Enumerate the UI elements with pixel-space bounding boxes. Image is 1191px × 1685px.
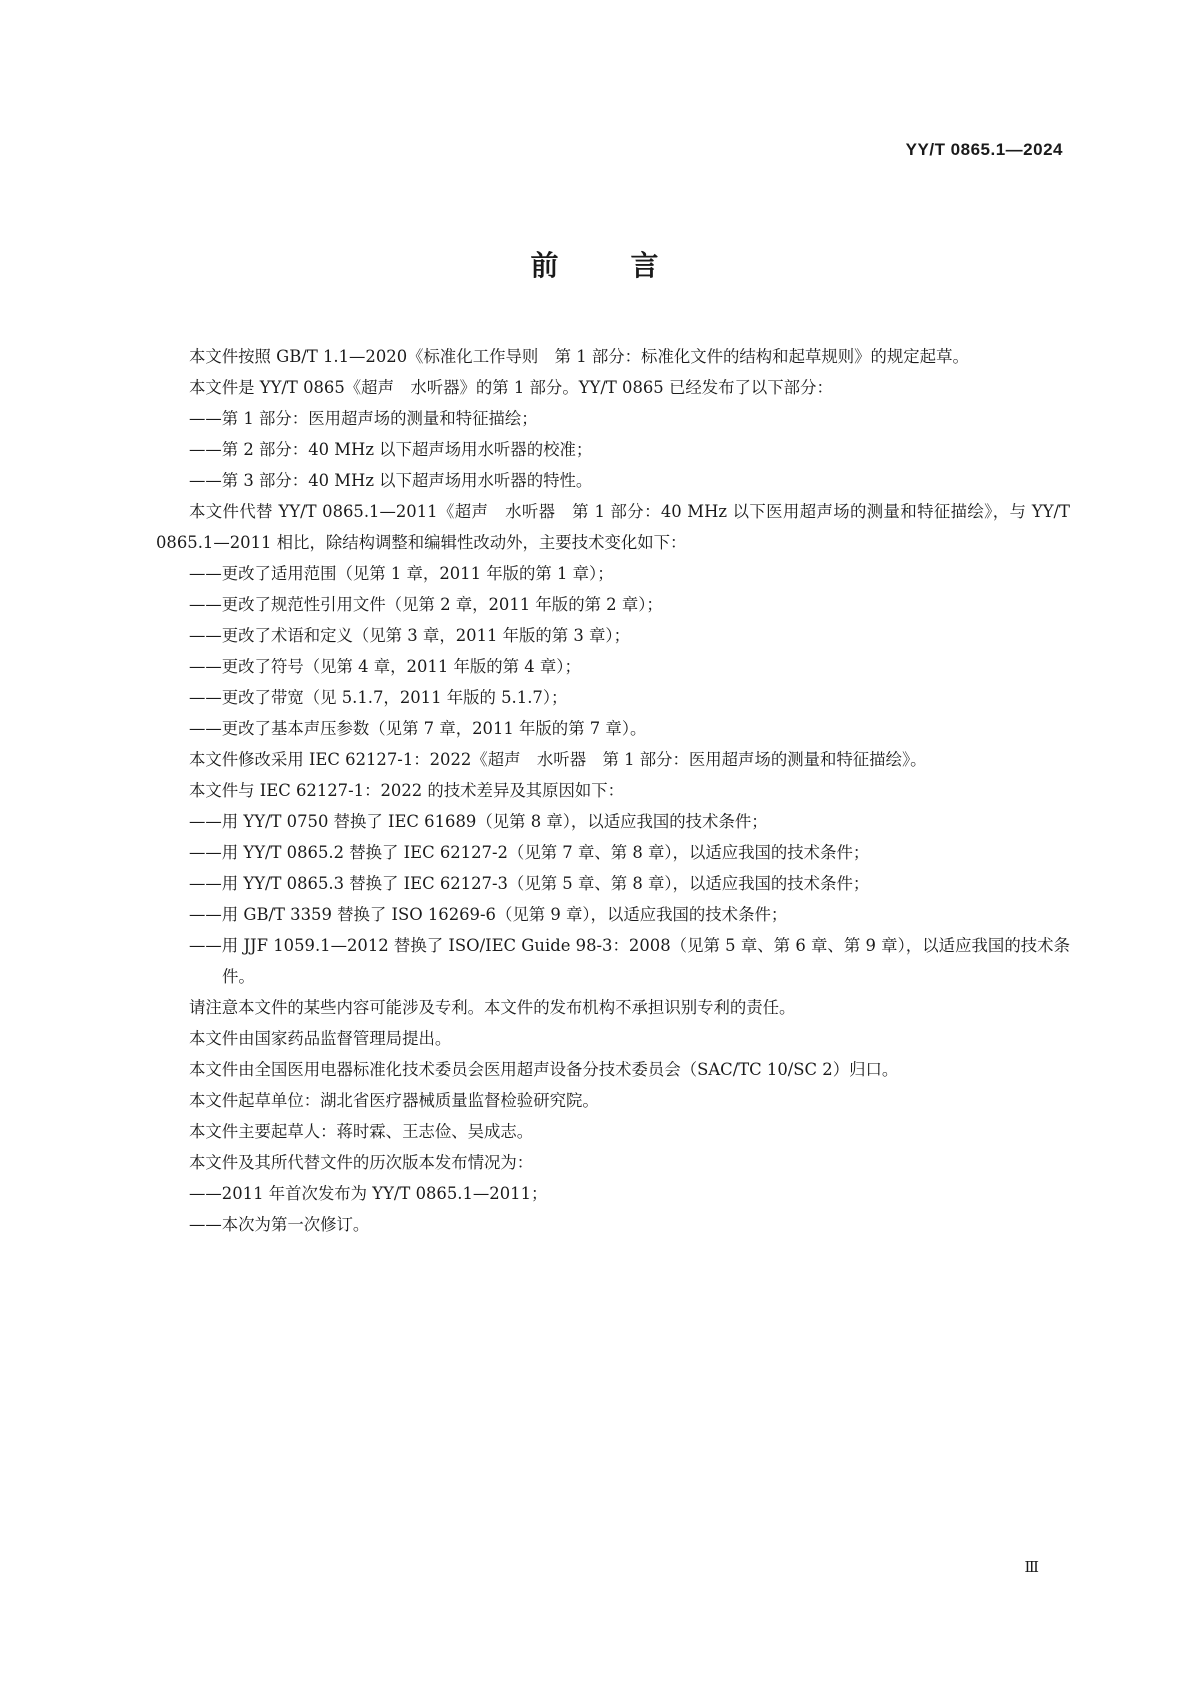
list-item: ——2011 年首次发布为 YY/T 0865.1—2011； xyxy=(189,1184,548,1203)
list-item: ——用 GB/T 3359 替换了 ISO 16269-6（见第 9 章），以适应我国的技术条件； xyxy=(189,905,788,924)
list-item: ——用 YY/T 0865.3 替换了 IEC 62127-3（见第 5 章、第 8 章），以适应我国的技术条件； xyxy=(189,874,870,893)
list-item: ——更改了基本声压参数（见第 7 章，2011 年版的第 7 章）。 xyxy=(189,719,647,738)
list-item: ——更改了术语和定义（见第 3 章，2011 年版的第 3 章）； xyxy=(189,626,631,645)
paragraph: 本文件起草单位：湖北省医疗器械质量监督检验研究院。 xyxy=(189,1091,599,1110)
list-item: ——第 2 部分：40 MHz 以下超声场用水听器的校准； xyxy=(189,440,593,459)
list-item: ——更改了符号（见第 4 章，2011 年版的第 4 章）； xyxy=(189,657,581,676)
list-item: ——更改了带宽（见 5.1.7，2011 年版的 5.1.7）； xyxy=(189,688,568,707)
foreword-body xyxy=(156,341,1070,1240)
list-item: ——第 3 部分：40 MHz 以下超声场用水听器的特性。 xyxy=(189,471,593,490)
paragraph: 本文件是 YY/T 0865《超声 水听器》的第 1 部分。YY/T 0865 已经发布了以下部分： xyxy=(189,378,833,397)
paragraph: 请注意本文件的某些内容可能涉及专利。本文件的发布机构不承担识别专利的责任。 xyxy=(189,998,796,1017)
list-item: ——更改了规范性引用文件（见第 2 章，2011 年版的第 2 章）； xyxy=(189,595,663,614)
paragraph: 本文件由全国医用电器标准化技术委员会医用超声设备分技术委员会（SAC/TC 10/SC 2）归口。 xyxy=(189,1060,899,1079)
list-item: ——更改了适用范围（见第 1 章，2011 年版的第 1 章）； xyxy=(189,564,614,583)
list-item: ——用 JJF 1059.1—2012 替换了 ISO/IEC Guide 98-3：2008（见第 5 章、第 6 章、第 9 章），以适应我国的技术条件。 xyxy=(189,936,1070,986)
document-code: YY/T 0865.1—2024 xyxy=(905,140,1063,159)
paragraph: 本文件及其所代替文件的历次版本发布情况为： xyxy=(189,1153,534,1172)
list-item: ——用 YY/T 0750 替换了 IEC 61689（见第 8 章），以适应我国的技术条件； xyxy=(189,812,768,831)
page-title xyxy=(0,244,1191,284)
title-char-1: 前 xyxy=(530,249,561,282)
page-number: Ⅲ xyxy=(1024,1558,1039,1576)
title-char-2: 言 xyxy=(630,249,661,282)
paragraph: 本文件按照 GB/T 1.1—2020《标准化工作导则 第 1 部分：标准化文件的结构和起草规则》的规定起草。 xyxy=(189,347,969,366)
paragraph: 本文件与 IEC 62127-1：2022 的技术差异及其原因如下： xyxy=(189,781,625,800)
list-item: ——第 1 部分：医用超声场的测量和特征描绘； xyxy=(189,409,538,428)
list-item: ——本次为第一次修订。 xyxy=(189,1215,370,1234)
list-item: ——用 YY/T 0865.2 替换了 IEC 62127-2（见第 7 章、第 8 章），以适应我国的技术条件； xyxy=(189,843,870,862)
paragraph: 本文件修改采用 IEC 62127-1：2022《超声 水听器 第 1 部分：医用超声场的测量和特征描绘》。 xyxy=(189,750,927,769)
paragraph: 本文件代替 YY/T 0865.1—2011《超声 水听器 第 1 部分：40 MHz 以下医用超声场的测量和特征描绘》，与 YY/T 0865.1—2011 相比，除结构调整和编辑性改动外，主要技术变化如下： xyxy=(156,502,1070,552)
paragraph: 本文件由国家药品监督管理局提出。 xyxy=(189,1029,452,1048)
paragraph: 本文件主要起草人：蒋时霖、王志俭、吴成志。 xyxy=(189,1122,534,1141)
